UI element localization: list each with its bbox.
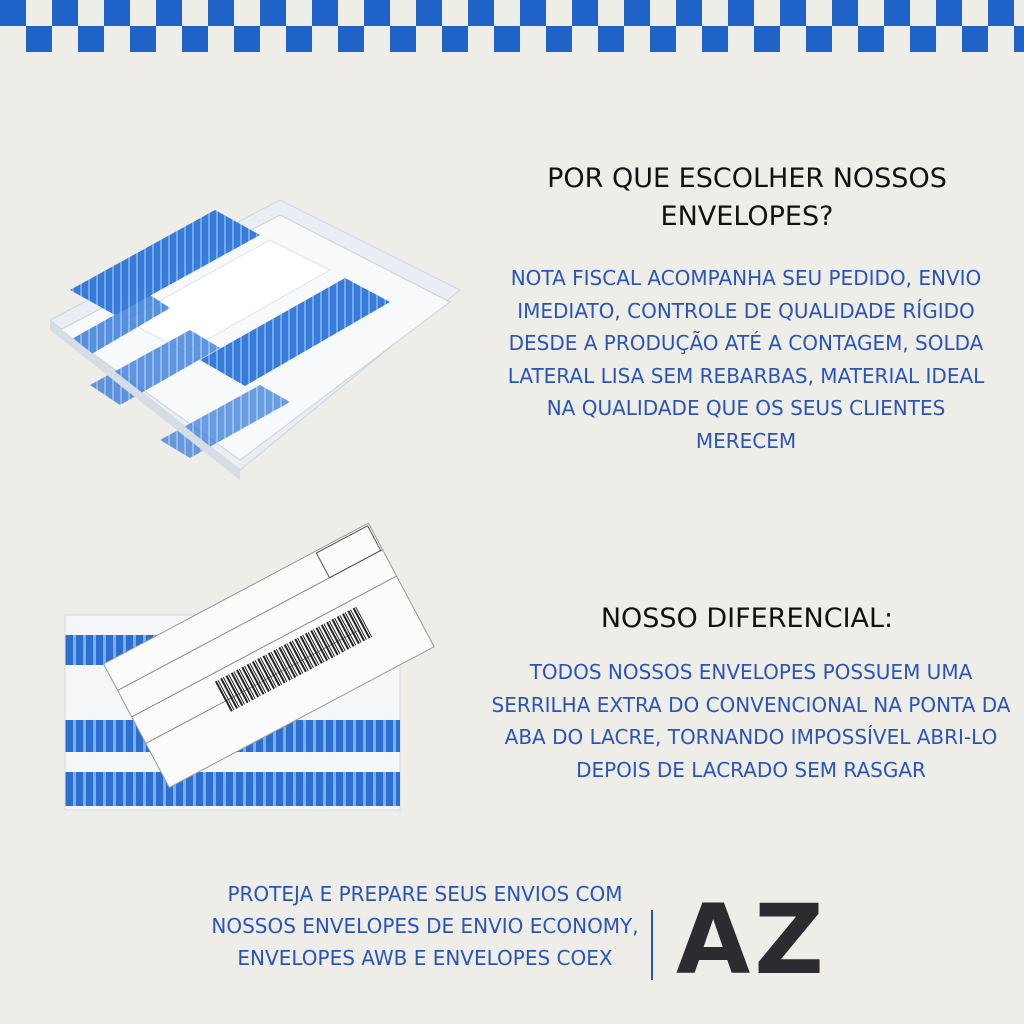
envelope-stack-image: [30, 180, 470, 500]
section-1-text: NOTA FISCAL ACOMPANHA SEU PEDIDO, ENVIO IMEDIATO, CONTROLE DE QUALIDADE RÍGIDO DESDE A PRODUÇÃO ATÉ A CONTAGEM, SOLDA LATERAL LISA SEM REBARBAS, MATERIAL IDEAL NA QUALIDADE QUE OS SEUS CLIENTES MERECEM: [507, 266, 985, 453]
footer-divider: [651, 910, 653, 980]
section-2-heading: NOSSO DIFERENCIAL:: [600, 603, 894, 634]
az-logo: AZ: [676, 884, 828, 996]
awb-envelope-image: [60, 510, 470, 830]
section-1-heading: POR QUE ESCOLHER NOSSOS ENVELOPES?: [547, 163, 947, 232]
envelope-stack-icon: [50, 200, 460, 480]
section-2-text: TODOS NOSSOS ENVELOPES POSSUEM UMA SERRILHA EXTRA DO CONVENCIONAL NA PONTA DA ABA DO LACRE, TORNANDO IMPOSSÍVEL ABRI-LO DEPOIS DE LACRADO SEM RASGAR: [491, 660, 1011, 782]
awb-envelope-icon: [65, 523, 434, 810]
footer-text: PROTEJA E PREPARE SEUS ENVIOS COM NOSSOS ENVELOPES DE ENVIO ECONOMY, ENVELOPES AWB E ENVELOPES COEX: [211, 882, 639, 970]
checker-border: [0, 0, 1024, 52]
